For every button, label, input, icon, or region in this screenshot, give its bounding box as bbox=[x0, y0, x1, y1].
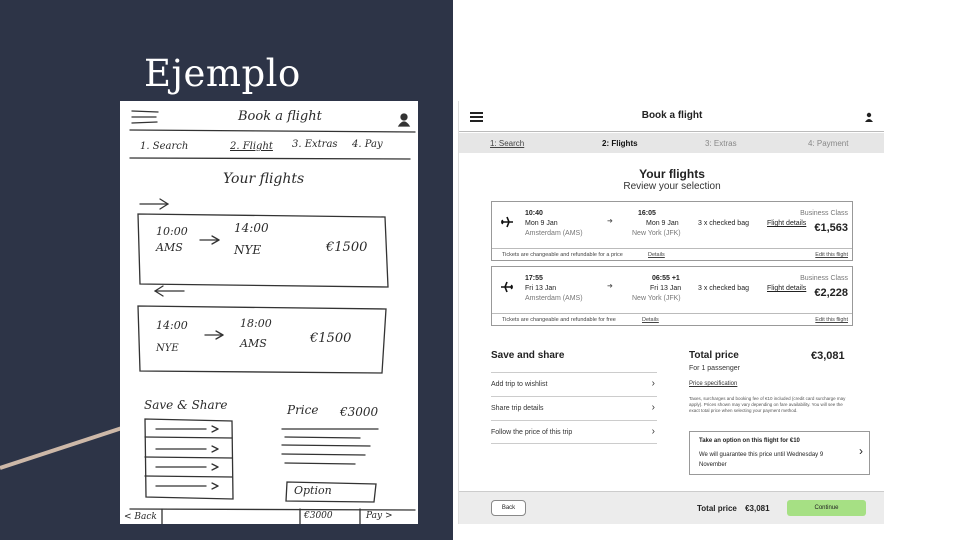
price-specification-link[interactable]: Price specification bbox=[689, 381, 738, 387]
tab-flights[interactable]: 2: Flights bbox=[602, 139, 638, 148]
wishlist-item[interactable] bbox=[491, 372, 657, 396]
return-flight-details-link[interactable]: Flight details bbox=[767, 285, 807, 292]
flight-booking-mockup bbox=[458, 101, 884, 524]
accent-line bbox=[0, 0, 130, 540]
outbound-arr-date: Mon 9 Jan bbox=[646, 220, 679, 227]
sketch-return-price: €1500 bbox=[310, 331, 352, 346]
wireframe-sketch bbox=[120, 101, 418, 524]
sketch-tab-search: 1. Search bbox=[140, 141, 189, 152]
tab-search[interactable]: 1: Search bbox=[490, 139, 525, 148]
outbound-dep-airport: Amsterdam (AMS) bbox=[525, 230, 583, 237]
outbound-flight-details-link[interactable]: Flight details bbox=[767, 220, 807, 227]
return-arr-date: Fri 13 Jan bbox=[650, 285, 682, 292]
return-note-details-link[interactable]: Details bbox=[642, 317, 659, 323]
return-note-bar bbox=[492, 313, 852, 325]
sketch-total: €3000 bbox=[304, 511, 333, 521]
plane-icon bbox=[500, 216, 514, 228]
bottom-total-value: €3,081 bbox=[745, 504, 770, 513]
sketch-tab-flight: 2. Flight bbox=[230, 141, 273, 152]
flight-card-outbound bbox=[491, 201, 853, 261]
sketch-header-title: Book a flight bbox=[238, 109, 322, 124]
sketch-price-value: €3000 bbox=[340, 405, 379, 419]
return-dep-date: Fri 13 Jan bbox=[525, 285, 557, 292]
sketch-return-to: AMS bbox=[240, 337, 267, 350]
outbound-dep-date: Mon 9 Jan bbox=[525, 220, 558, 227]
sketch-tab-pay: 4. Pay bbox=[352, 139, 383, 150]
return-note: Tickets are changeable and refundable for free bbox=[502, 317, 616, 323]
chevron-right-icon: › bbox=[651, 378, 655, 389]
outbound-arr-time: 16:05 bbox=[638, 210, 656, 217]
continue-button[interactable]: Continue bbox=[787, 500, 866, 516]
outbound-class: Business Class bbox=[800, 210, 848, 217]
sketch-option-label: Option bbox=[294, 484, 332, 497]
return-arr-time: 06:55 +1 bbox=[652, 275, 680, 282]
outbound-note: Tickets are changeable and refundable for a price bbox=[502, 252, 623, 258]
outbound-note-details-link[interactable]: Details bbox=[648, 252, 665, 258]
header-divider bbox=[459, 131, 884, 132]
return-class: Business Class bbox=[800, 275, 848, 282]
outbound-bags: 3 x checked bag bbox=[698, 220, 749, 227]
sketch-strokes bbox=[120, 101, 418, 524]
outbound-edit-link[interactable]: Edit this flight bbox=[815, 252, 848, 258]
plane-return-icon bbox=[500, 281, 514, 293]
return-edit-link[interactable]: Edit this flight bbox=[815, 317, 848, 323]
sketch-outbound-from: AMS bbox=[156, 241, 183, 254]
sketch-outbound-price: €1500 bbox=[326, 240, 368, 255]
save-share-heading: Save and share bbox=[491, 350, 565, 361]
option-text: We will guarantee this price until Wednesday 9 November bbox=[699, 452, 824, 468]
flight-card-return bbox=[491, 266, 853, 326]
total-price-heading: Total price bbox=[689, 350, 739, 361]
total-price-value: €3,081 bbox=[811, 350, 845, 362]
option-box[interactable] bbox=[689, 431, 870, 475]
arrow-right-icon: ➜ bbox=[607, 218, 613, 225]
price-note: Taxes, surcharges and booking fee of €10 included (credit card surcharge may apply). Prices shown may vary depending on fare availability. You will see the exact total price when selecting your payment method. bbox=[689, 396, 846, 413]
arrow-right-icon: ➜ bbox=[607, 283, 613, 290]
return-dep-airport: Amsterdam (AMS) bbox=[525, 295, 583, 302]
back-button[interactable]: Back bbox=[491, 500, 526, 516]
bottom-total bbox=[697, 504, 770, 513]
sketch-pay: Pay > bbox=[366, 511, 393, 521]
follow-price-label: Follow the price of this trip bbox=[491, 429, 573, 436]
bottom-total-label: Total price bbox=[697, 504, 737, 513]
follow-price-item[interactable] bbox=[491, 420, 657, 444]
sketch-tab-extras: 3. Extras bbox=[292, 139, 338, 150]
mockup-header-title: Book a flight bbox=[641, 110, 703, 121]
outbound-price: €1,563 bbox=[814, 222, 848, 234]
mockup-header bbox=[459, 101, 884, 131]
page-subtitle: Review your selection bbox=[623, 181, 721, 192]
return-dep-time: 17:55 bbox=[525, 275, 543, 282]
chevron-right-icon: › bbox=[859, 444, 863, 458]
outbound-dep-time: 10:40 bbox=[525, 210, 543, 217]
slide-title: Ejemplo bbox=[144, 52, 301, 95]
sketch-heading: Your flights bbox=[223, 171, 305, 187]
return-bags: 3 x checked bag bbox=[698, 285, 749, 292]
tab-extras[interactable]: 3: Extras bbox=[705, 139, 737, 148]
sketch-save-heading: Save & Share bbox=[144, 398, 228, 412]
page-title: Your flights bbox=[639, 167, 705, 181]
tab-payment[interactable]: 4: Payment bbox=[808, 139, 849, 148]
sketch-outbound-dep-time: 10:00 bbox=[156, 225, 188, 238]
passenger-count: For 1 passenger bbox=[689, 365, 740, 372]
chevron-right-icon: › bbox=[651, 426, 655, 437]
sketch-return-from: NYE bbox=[156, 343, 179, 354]
share-trip-item[interactable] bbox=[491, 396, 657, 420]
return-arr-airport: New York (JFK) bbox=[632, 295, 681, 302]
outbound-note-bar bbox=[492, 248, 852, 260]
sketch-price-label: Price bbox=[287, 403, 319, 417]
step-tabs bbox=[459, 133, 884, 153]
user-icon[interactable] bbox=[865, 112, 873, 122]
sketch-return-dep-time: 14:00 bbox=[156, 319, 188, 332]
outbound-arr-airport: New York (JFK) bbox=[632, 230, 681, 237]
sketch-return-arr-time: 18:00 bbox=[240, 317, 272, 330]
chevron-right-icon: › bbox=[651, 402, 655, 413]
sketch-outbound-to: NYE bbox=[234, 243, 262, 257]
sketch-back: < Back bbox=[124, 512, 157, 522]
wishlist-label: Add trip to wishlist bbox=[491, 381, 548, 388]
bottom-bar bbox=[459, 491, 884, 524]
share-trip-label: Share trip details bbox=[491, 405, 544, 412]
sketch-outbound-arr-time: 14:00 bbox=[234, 221, 269, 235]
return-price: €2,228 bbox=[814, 287, 848, 299]
option-title: Take an option on this flight for €10 bbox=[699, 438, 800, 444]
